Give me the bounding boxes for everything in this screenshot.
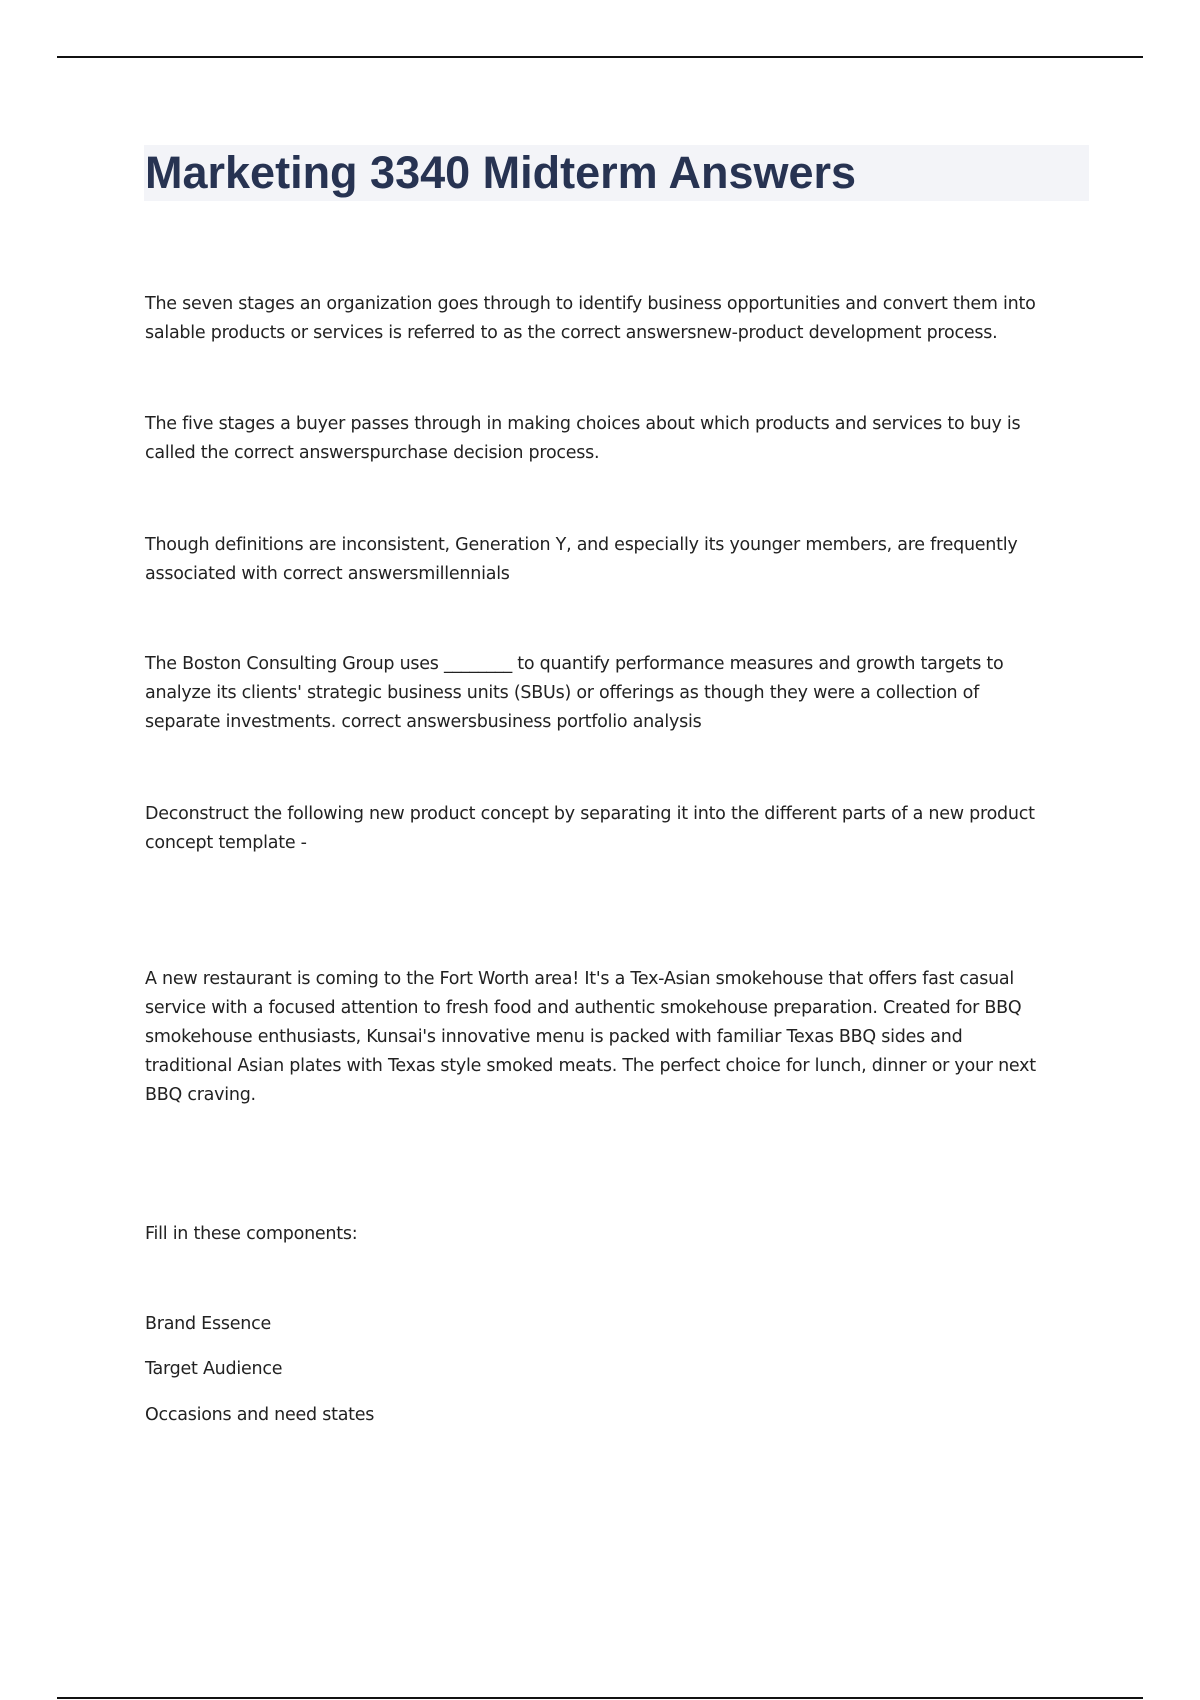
paragraph-generation-y: [145, 531, 1095, 589]
paragraph-new-product-development: [145, 290, 1095, 348]
text-line: called the correct answerspurchase decision process.: [145, 443, 600, 463]
text-line: concept template -: [145, 833, 307, 853]
text-line: Brand Essence: [145, 1314, 271, 1334]
paragraph-fill-in: [145, 1220, 1095, 1249]
paragraph-boston-consulting: [145, 650, 1095, 737]
text-line: A new restaurant is coming to the Fort Worth area! It's a Tex-Asian smokehouse that offers fast casual: [145, 969, 1015, 989]
component-occasions-need-states: [145, 1401, 1095, 1430]
text-line: service with a focused attention to fresh food and authentic smokehouse preparation. Created for BBQ: [145, 998, 1022, 1018]
text-line: Target Audience: [145, 1359, 283, 1379]
text-line: The Boston Consulting Group uses ________ to quantify performance measures and growth targets to: [145, 654, 1004, 674]
text-line: BBQ craving.: [145, 1085, 256, 1105]
text-line: Deconstruct the following new product concept by separating it into the different parts of a new product: [145, 804, 1035, 824]
component-target-audience: [145, 1355, 1095, 1384]
text-line: separate investments. correct answersbusiness portfolio analysis: [145, 712, 702, 732]
text-line: smokehouse enthusiasts, Kunsai's innovative menu is packed with familiar Texas BBQ sides and: [145, 1027, 963, 1047]
text-line: The five stages a buyer passes through in making choices about which products and services to buy is: [145, 414, 1021, 434]
paragraph-restaurant-concept: [145, 965, 1095, 1110]
page-title: Marketing 3340 Midterm Answers: [145, 147, 857, 198]
top-rule: [57, 56, 1143, 58]
text-line: Though definitions are inconsistent, Generation Y, and especially its younger members, are frequently: [145, 535, 1018, 555]
paragraph-purchase-decision: [145, 410, 1095, 468]
text-line: analyze its clients' strategic business units (SBUs) or offerings as though they were a collection of: [145, 683, 979, 703]
paragraph-deconstruct-prompt: [145, 800, 1095, 858]
bottom-rule: [57, 1697, 1143, 1699]
component-brand-essence: [145, 1310, 1095, 1339]
text-line: salable products or services is referred to as the correct answersnew-product development process.: [145, 323, 998, 343]
text-line: associated with correct answersmillennials: [145, 564, 510, 584]
text-line: traditional Asian plates with Texas style smoked meats. The perfect choice for lunch, dinner or your next: [145, 1056, 1036, 1076]
text-line: Fill in these components:: [145, 1224, 358, 1244]
text-line: Occasions and need states: [145, 1405, 375, 1425]
text-line: The seven stages an organization goes through to identify business opportunities and convert them into: [145, 294, 1036, 314]
